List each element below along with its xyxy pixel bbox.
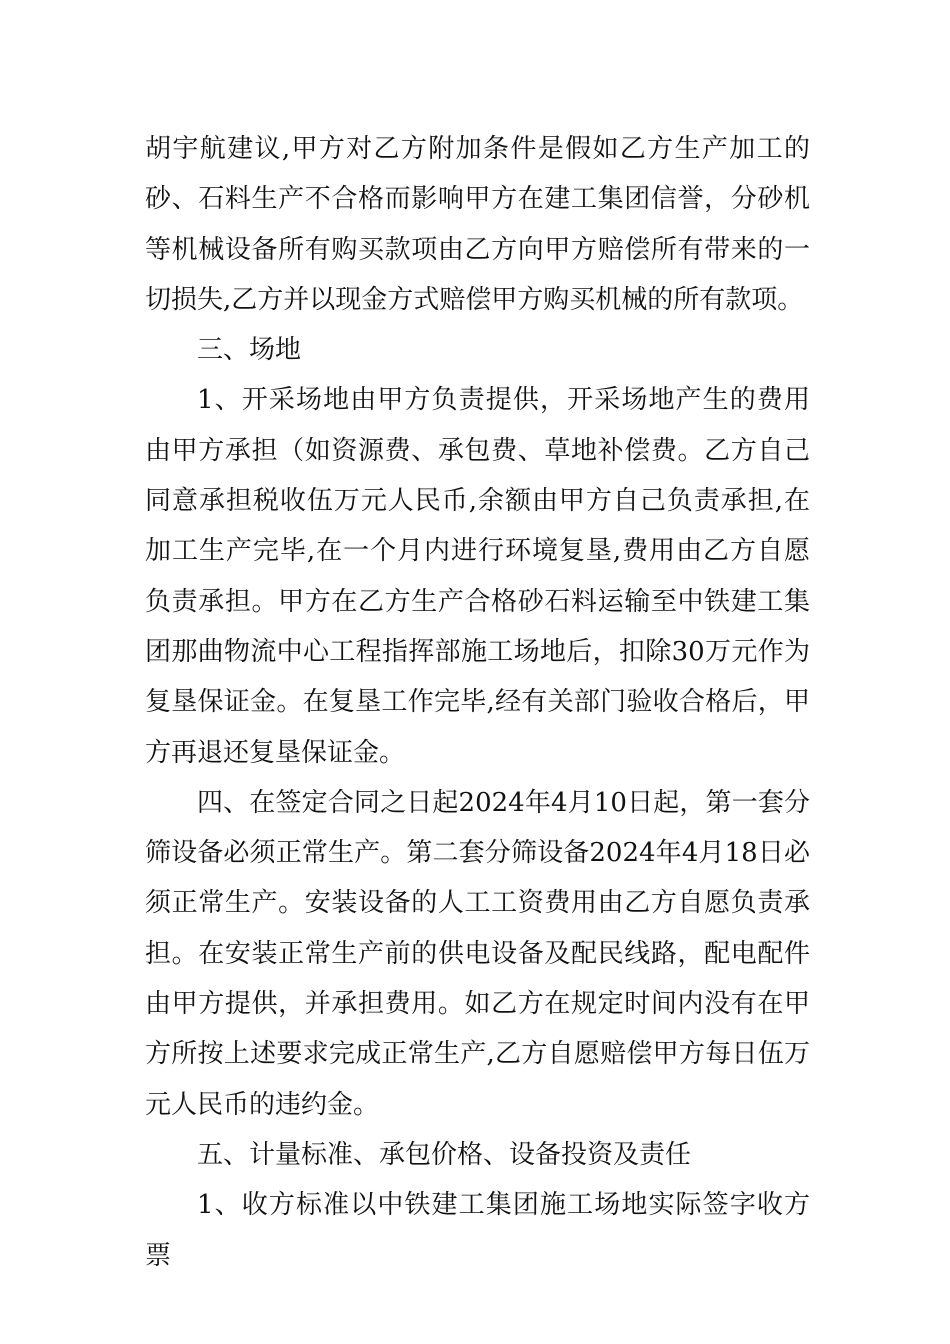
paragraph-site-terms: 1、开采场地由甲方负责提供，开采场地产生的费用由甲方承担（如资源费、承包费、草地补偿费。乙方自己同意承担税收伍万元人民币,余额由甲方自己负责承担,在加工生产完毕,在一个月内进行环境复垦,费用由乙方自愿负责承担。甲方在乙方生产合格砂石料运输至中铁建工集团那曲物流中心工程指挥部施工场地后，扣除30万元作为复垦保证金。在复垦工作完毕,经有关部门验收合格后，甲方再退还复垦保证金。 — [145, 385, 810, 768]
section-heading-pricing: 五、计量标准、承包价格、设备投资及责任 — [197, 1139, 692, 1170]
section-heading-site: 三、场地 — [197, 335, 302, 366]
document-body — [145, 124, 810, 1281]
paragraph-production-schedule: 四、在签定合同之日起2024年4月10日起，第一套分筛设备必须正常生产。第二套分筛设备2024年4月18日必须正常生产。安装设备的人工工资费用由乙方自愿负责承担。在安装正常生产前的供电设备及配民线路，配电配件由甲方提供，并承担费用。如乙方在规定时间内没有在甲方所按上述要求完成正常生产,乙方自愿赔偿甲方每日伍万元人民币的违约金。 — [145, 787, 810, 1120]
paragraph-measurement-standard: 1、收方标准以中铁建工集团施工场地实际签字收方票 — [145, 1190, 810, 1271]
paragraph-liability-clause: 胡宇航建议,甲方对乙方附加条件是假如乙方生产加工的砂、石料生产不合格而影响甲方在建工集团信誉，分砂机等机械设备所有购买款项由乙方向甲方赔偿所有带来的一切损失,乙方并以现金方式赔偿甲方购买机械的所有款项。 — [145, 134, 810, 315]
